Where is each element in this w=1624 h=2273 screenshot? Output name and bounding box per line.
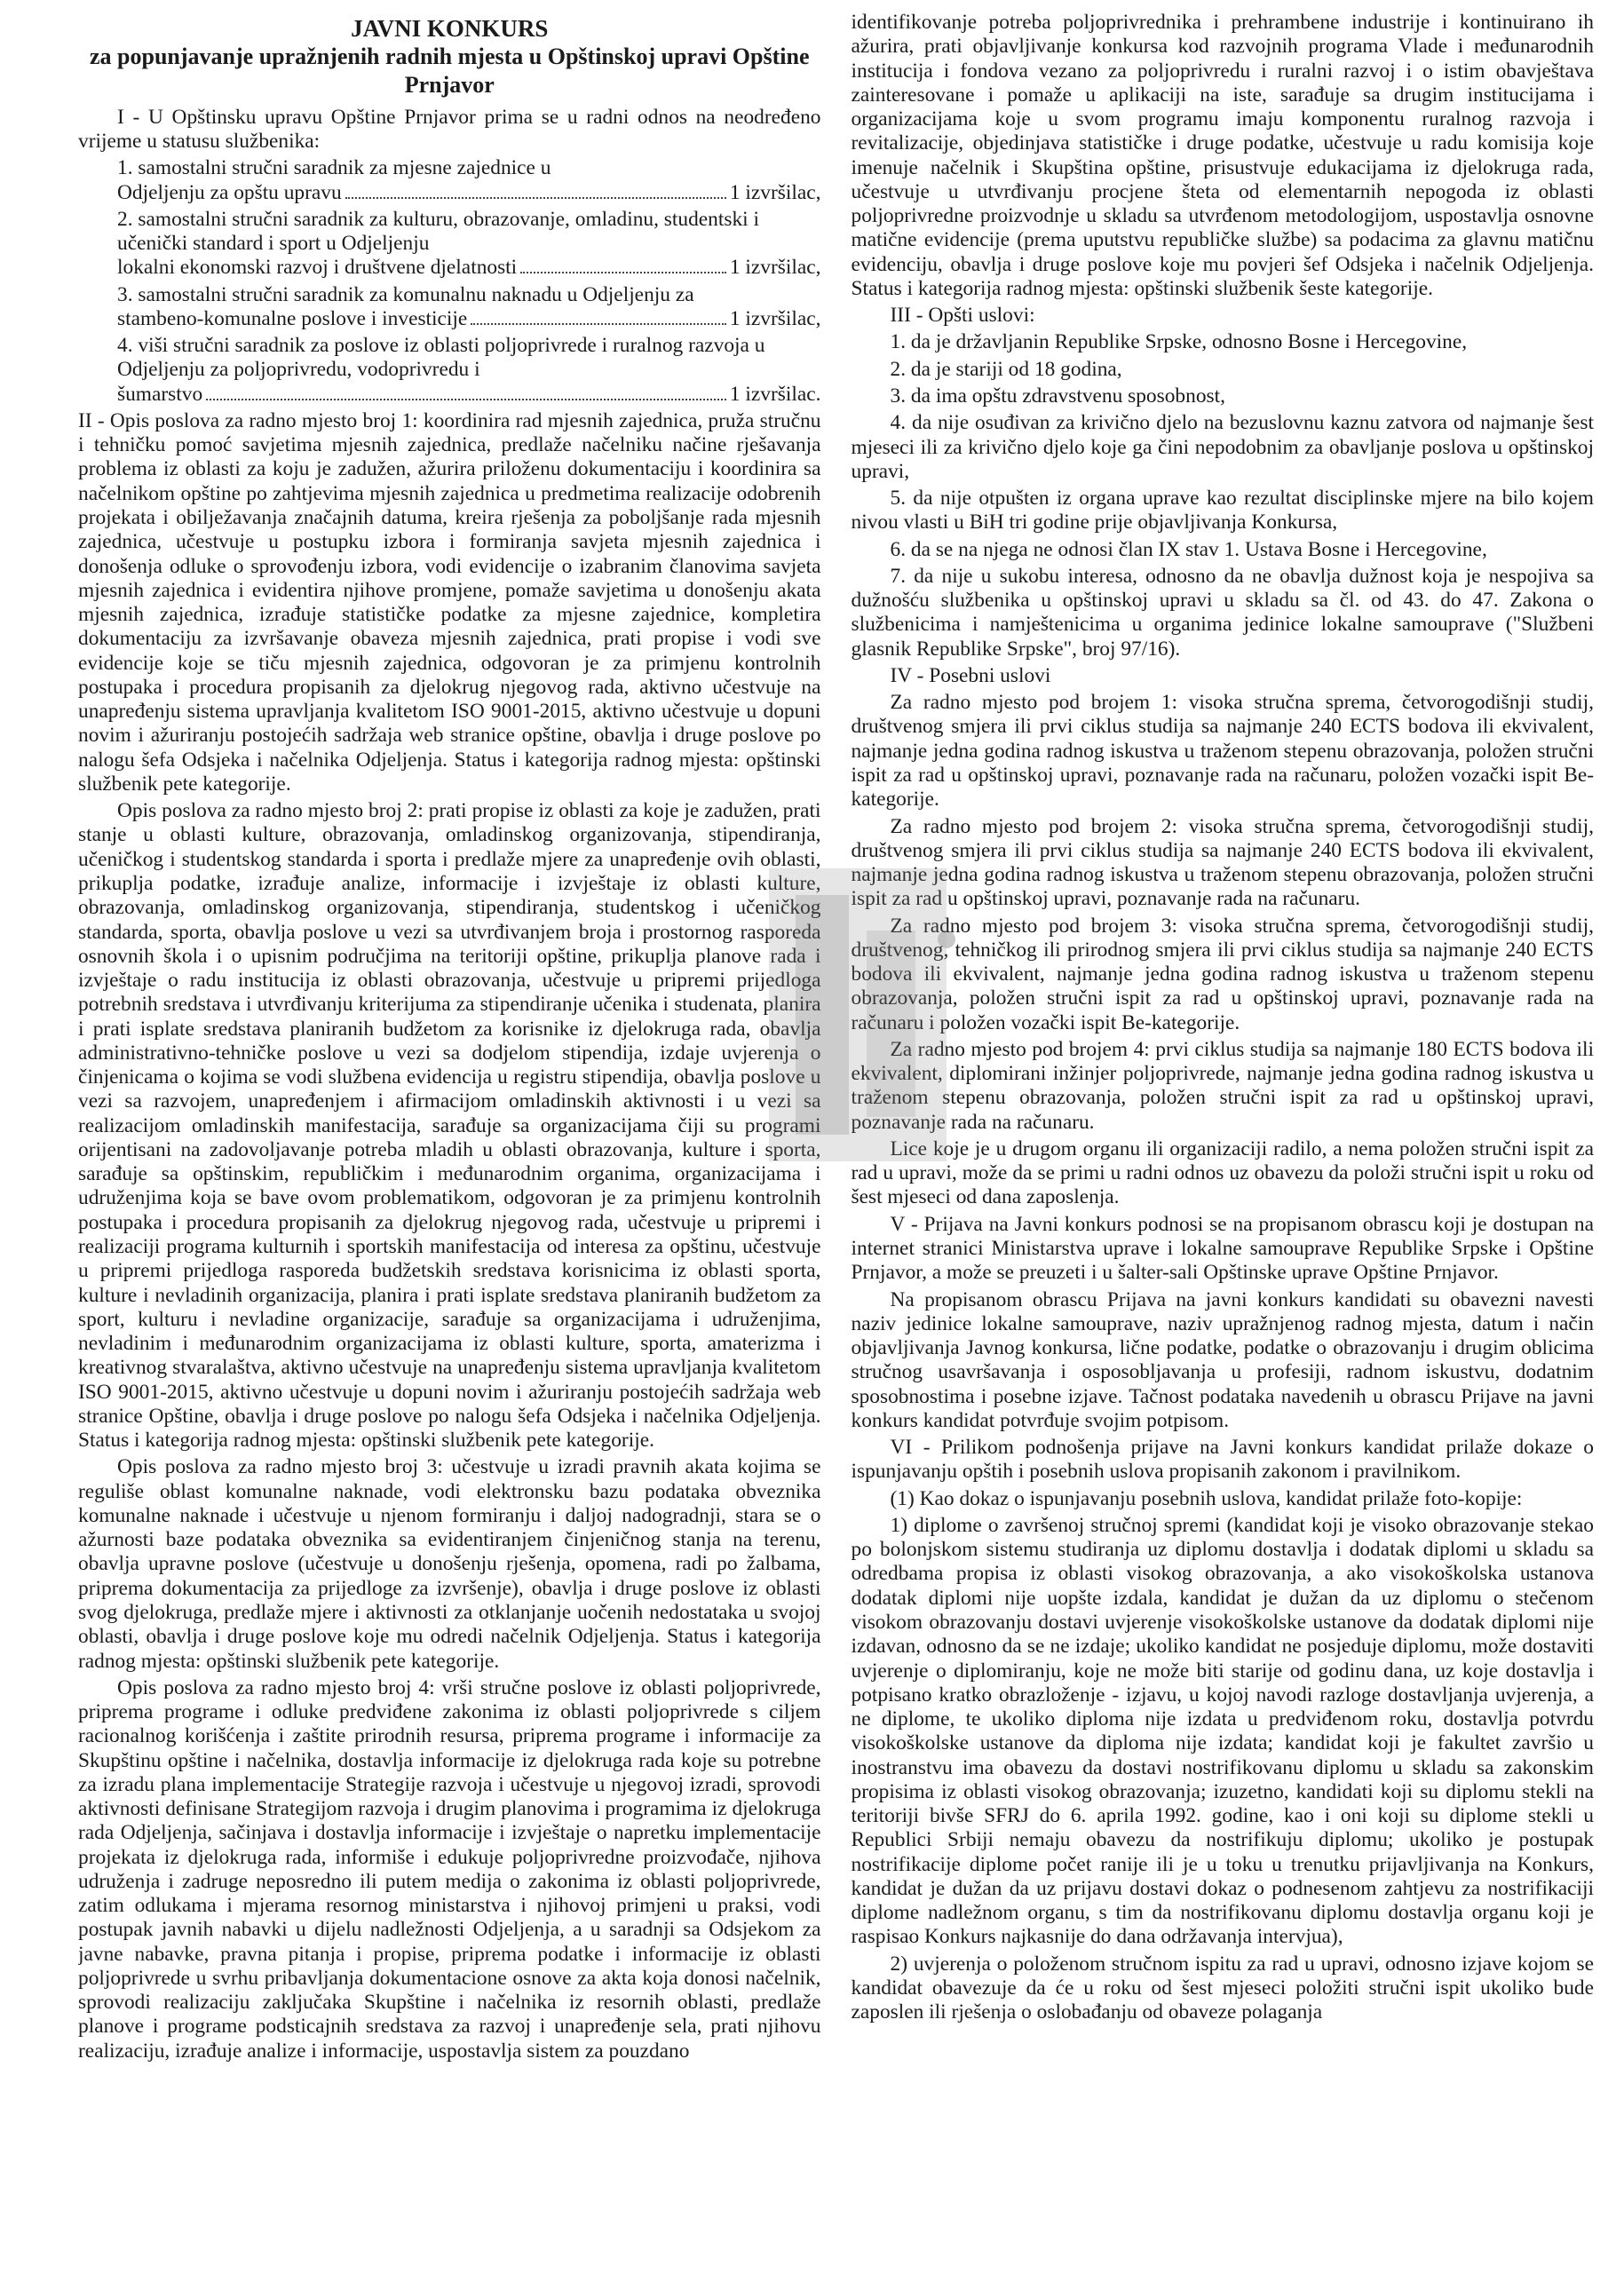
general-condition-item: 2. da je stariji od 18 godina, (890, 357, 1122, 381)
general-condition-item: 6. da se na njega ne odnosi član IX stav 1. Ustava Bosne i Hercegovine, (890, 537, 1487, 561)
documents-list-intro: (1) Kao dokaz o ispunjavanju posebnih uslova, kandidat prilaže foto-kopije: (890, 1486, 1523, 1510)
position-item (117, 208, 821, 281)
job-description-4: Opis poslova za radno mjesto broj 4: vrši stručne poslove iz oblasti poljoprivrede, priprema programe i odluke predviđene zakonima iz oblasti poljoprivrede s ciljem racionalnog korišćenja i zaštite prirodnih resursa, priprema programe i informacije za Skupštinu opštine i načelnika, dostavlja informacije iz djelokruga rada koje su potrebne za izradu plana implementacije Strategije razvoja i učestvuje u njegovoj izradi, sprovodi aktivnosti definisane Strategijom razvoja i drugim planovima i programima iz djelokruga rada Odjeljenja, sačinjava i dostavlja informacije i izvještaje o napretku implementacije projekata iz djelokruga rada, informiše i edukuje poljoprivredne proizvođače, njihova udruženja i zadruge neposredno ili putem medija o zakonima iz oblasti poljoprivrede, zatim odlukama i mjerama resornog ministarstva i njihovoj primjeni u praksi, vodi postupak javnih nabavki u dijelu nadležnosti Odjeljenja, a u saradnji sa Odsjekom za javne nabavke, pravna pitanja i propise, priprema podatke i informacije iz oblasti poljoprivrede u svrhu pribavljanja dokumentacione osnove za akta koja donosi načelnik, sprovodi realizaciju zaključaka Skupštine i načelnika iz resornih oblasti, predlaže planove i programe podsticajnih sredstava za razvoj i unapređenje sela, prati njihovu realizaciju, izrađuje analize i informacije, uspostavlja sistem za pouzdano (78, 1675, 821, 2063)
general-conditions-heading: III - Opšti uslovi: (890, 304, 1035, 328)
dot-leader (345, 181, 726, 199)
position-count: 1 izvršilac, (729, 306, 821, 330)
position-text: 4. viši stručni saradnik za poslove iz oblasti poljoprivrede i ruralnog razvoja u Odjeljenju za poljoprivredu, vodoprivredu i (117, 334, 765, 382)
position-count: 1 izvršilac. (729, 382, 821, 406)
position-count: 1 izvršilac, (729, 180, 821, 204)
notice-subtitle: za popunjavanje upražnjenih radnih mjesta u Opštinskoj upravi Opštine Prnjavor (90, 44, 810, 98)
job-description-4-continued: identifikovanje potreba poljoprivrednika i prehrambene industrije i kontinuirano ih ažurira, prati objavljivanje konkursa kod razvojnih programa Vlade i međunarodnih institucija i fondova vezano za poljoprivredu i ruralni razvoj i o istim obavještava zainteresovane i pomaže u aplikaciji na iste, sarađuje sa drugim institucijama i organizacijama koje u svom programu imaju komponentu ruralnog razvoja i revitalizacije, objedinjava statističke i druge podatke, učestvuje u radu komisija koje imenuje načelnik i Skupština opštine, prisustvuje edukacijama iz djelokruga rada, učestvuje u utvrđivanju procjene šteta od elementarnih nepogoda iz oblasti poljoprivredne proizvodnje u skladu sa utvrđenom metodologijom, uspostavlja osnovne matične evidencije (prema uputstvu republičke službe) sa podacima za glavnu matičnu evidenciju, obavlja i druge poslove koje mu povjeri šef Odsjeka i načelnik Odjeljenja. Status i kategorija radnog mjesta: opštinski službenik šeste kategorije. (851, 11, 1594, 300)
general-condition-item: 5. da nije otpušten iz organa uprave kao rezultat disciplinske mjere na bilo kojem nivou vlasti u BiH tri godine prije objavljivanja Konkursa, (851, 487, 1594, 535)
position-text: 1. samostalni stručni saradnik za mjesne zajednice u (117, 156, 551, 180)
left-column (78, 11, 821, 2273)
position-text-end: lokalni ekonomski razvoj i društvene djelatnosti (117, 256, 518, 280)
position-item (117, 334, 821, 407)
right-column (852, 11, 1595, 2273)
section-1-intro: I - U Opštinsku upravu Opštine Prnjavor prima se u radni odnos na neodređeno vrijeme u statusu službenika: (78, 105, 821, 154)
special-condition-item: Za radno mjesto pod brojem 4: prvi ciklus studija sa najmanje 180 ECTS bodova ili ekvivalent, diplomirani inžinjer poljoprivrede, najmanje jedna godina radnog iskustva u traženom stepenu obrazovanja, položen stručni ispit za rad u opštinskoj upravi, poznavanje rada na računaru. (851, 1037, 1594, 1134)
position-count: 1 izvršilac, (729, 256, 821, 280)
special-condition-item: Za radno mjesto pod brojem 3: visoka stručna sprema, četvorogodišnji studij, društvenog, tehničkog ili prirodnog smjera ili prvi ciklus studija sa najmanje 240 ECTS bodova ili ekvivalent, najmanje jedna godina radnog iskustva u traženom stepenu obrazovanja, položen stručni ispit za rad u opštinskoj upravi, poznavanje rada na računaru i položen vozački ispit Be-kategorije. (851, 914, 1594, 1034)
position-item (117, 283, 821, 332)
general-condition-item: 4. da nije osuđivan za krivično djelo na bezuslovnu kaznu zatvora od najmanje šest mjeseci ili za krivično djelo koje ga čini nepodobnim za obavljanje poslova u opštinskoj upravi, (851, 411, 1594, 483)
notice-title: JAVNI KONKURS (351, 15, 549, 42)
documents-item-exam: 2) uvjerenja o položenom stručnom ispitu za rad u upravi, odnosno izjave kojom se kandidat obavezuje da će u roku od šest mjeseci položiti stručni ispit ukoliko bude zaposlen ili rješenja o oslobađanju od obaveze polaganja (851, 1952, 1594, 2024)
special-conditions-heading: IV - Posebni uslovi (890, 663, 1051, 687)
special-condition-item: Lice koje je u drugom organu ili organizaciji radilo, a nema položen stručni ispit za rad u upravi, može da se primi u radni odnos uz obavezu da položi stručni ispit u roku od šest mjeseci od dana zaposlenja. (851, 1136, 1594, 1209)
position-text-end: stambeno-komunalne poslove i investicije (117, 306, 468, 330)
position-text: 2. samostalni stručni saradnik za kulturu, obrazovanje, omladinu, studentski i učenički standard i sport u Odjeljenju (117, 207, 760, 256)
special-condition-item: Za radno mjesto pod brojem 2: visoka stručna sprema, četvorogodišnji studij, društvenog smjera ili prvi ciklus studija sa najmanje 240 ECTS bodova ili ekvivalent, najmanje jedna godina radnog iskustva u traženom stepenu obrazovanja, položen stručni ispit za rad u opštinskoj upravi, poznavanje rada na računaru. (851, 814, 1594, 911)
job-description-2: Opis poslova za radno mjesto broj 2: prati propise iz oblasti za koje je zadužen, prati stanje u oblasti kulture, obrazovanja, omladinskog organizovanja, stipendiranja, učeničkog i studentskog standarda i sporta i predlaže mjere za unapređenje ovih oblasti, prikuplja podatke, izrađuje analize, informacije i izvještaje iz oblasti kulture, obrazovanja, omladinskog organizovanja, stipendiranja, studentskog i učeničkog standarda, sporta, obavlja poslove u vezi sa utvrđivanjem broja i prostornog rasporeda osnovnih škola i o upisnim područjima na teritoriji opštine, prikuplja planove rada i izvještaje o radu institucija iz oblasti obrazovanja, učestvuje u pripremi prijedloga potrebnih sredstava i utvrđivanju kriterijuma za stipendiranje učenika i studenata, planira i prati isplate sredstava planiranih budžetom za korisnike iz djelokruga rada, obavlja administrativno-tehničke poslove u vezi sa dodjelom stipendija, izdaje uvjerenja o činjenicama o kojima se vodi službena evidencija u registru stipendija, obavlja poslove u vezi sa razvojem, unapređenjem i afirmacijom omladinskih aktivnosti i u vezi sa realizacijom omladinskih manifestacija, sarađuje sa organizacijama čiji su programi orijentisani na zadovoljavanje potreba mladih u oblasti obrazovanja, kulture i sporta, sarađuje sa opštinskim, republičkim i međunarodnim organima, organizacijama i udruženjima koja se bave ovom problematikom, odgovoran je za primjenu kontrolnih postupaka i procedura propisanih za djelokrug njegovog rada, učestvuje u pripremi i realizaciji programa kulturnih i sportskih manifestacija od interesa za opštinu, učestvuje u pripremi prijedloga rasporeda budžetskih sredstava korisnicima iz oblasti sporta, kulture i nevladinih organizacija, planira i prati isplate sredstava planiranih budžetom za sport, kulturu i nevladine organizacije, sarađuje sa organizacijama i udruženjima, nevladinim i međunarodnim organizacijama iz oblasti kulture, sporta, amaterizma i kreativnog stvaralaštva, aktivno učestvuje na unapređenju sistema upravljanja kvalitetom ISO 9001-2015, aktivno učestvuje u dopuni novim i ažuriranju postojećih sadržaja web stranice Opštine, obavlja i druge poslove po nalogu šefa Odsjeka i načelnika Odjeljenja. Status i kategorija radnog mjesta: opštinski službenik pete kategorije. (78, 799, 821, 1453)
documents-item-diploma: 1) diplome o završenoj stručnoj spremi (kandidat koji je visoko obrazovanje stekao po bolonjskom sistemu studiranja uz diplomu dostavlja i dodatak diplomi u skladu sa odredbama propisa iz oblasti visokog obrazovanja, a ako visokoškolska ustanova dodatak diplomi nije uopšte izdala, kandidat je dužan da uz diplomu o stečenom visokom obrazovanju dostavi uvjerenje visokoškolske ustanove da dodatak diplomi nije izdavan, odnosno da se ne izdaje; ukoliko kandidat ne posjeduje diplomu, može dostaviti uvjerenje o diplomiranju, koje ne može biti starije od godinu dana, uz koje dostavlja i potpisano kratko obrazloženje - izjavu, u kojoj navodi razloge dostavljanja uvjerenja, a ne diplome, te ukoliko diploma nije izdata u predviđenom roku, dostavlja potvrdu visokoškolske ustanove da diploma nije izdata; kandidat koji je fakultet završio u inostranstvu ima obavezu da dostavi nostrifikovanu diplomu u skladu sa zakonskim propisima iz oblasti visokog obrazovanja; izuzetno, kandidati koji su diplomu stekli na teritoriji bivše SFRJ do 6. aprila 1992. godine, kao i oni koji su diplome stekli u Republici Srbiji nemaju obavezu da nostrifikuju diplomu; ukoliko je postupak nostrifikacije diplome počet ranije ili je u toku u trenutku prijavljivanja na Konkurs, kandidat je dužan da uz prijavu dostavi dokaz o podnesenom zahtjevu za nostrifikaciji diplome nadležnom organu, s tim da nostrifikovanu diplomu dostavlja organu koji je raspisao Konkurs najkasnije do dana održavanja intervjua), (851, 1513, 1594, 1949)
dot-leader (520, 257, 726, 274)
dot-leader (206, 383, 726, 400)
application-form-paragraph: Na propisanom obrascu Prijava na javni konkurs kandidati su obavezni navesti naziv jedinice lokalne samouprave, naziv upražnjenog radnog mjesta, datum i način objavljivanja Javnog konkursa, lične podatke, podatke o obrazovanju i drugim oblicima stručnog usavršavanja i osposobljavanja u profesiji, radnom iskustvu, dodatnim sposobnostima i posebne izjave. Tačnost podataka navedenih u obrascu Prijave na javni konkurs kandidat potvrđuje svojim potpisom. (851, 1287, 1594, 1432)
position-text: 3. samostalni stručni saradnik za komunalnu naknadu u Odjeljenju za (117, 282, 694, 306)
position-item (117, 156, 821, 205)
application-paragraph: V - Prijava na Javni konkurs podnosi se na propisanom obrascu koji je dostupan na internet stranici Ministarstva uprave i lokalne samouprave Republike Srpske i Opštine Prnjavor, a može se preuzeti i u šalter-sali Opštinske uprave Opštine Prnjavor. (851, 1212, 1594, 1285)
two-column-layout (78, 11, 1594, 2273)
general-condition-item: 3. da ima opštu zdravstvenu sposobnost, (890, 384, 1225, 408)
job-description-1: II - Opis poslova za radno mjesto broj 1: koordinira rad mjesnih zajednica, pruža stručnu i tehničku pomoć savjetima mjesnih zajednica, predlaže načelniku načine rješavanja problema iz oblasti za koju je zadužen, ažurira priloženu dokumentaciju i koordinira sa načelnikom opštine po zahtjevima mjesnih zajednica u predmetima realizacije odobrenih projekata i obilježavanja značajnih datuma, kreira rješenja za poboljšanje rada mjesnih zajednica, učestvuje u postupku izbora i formiranja savjeta mjesnih zajednica i donošenja odluke o sprovođenju izbora, vodi evidencije o izabranim članovima savjeta mjesnih zajednica i evidentira njihove promjene, pomaže savjetima u donošenju akata mjesnih zajednica, izrađuje statističke podatke za mjesne zajednice, kompletira dokumentaciju za izvršavanje obaveza mjesnih zajednica, prati propise i vodi sve evidencije koje se tiču mjesnih zajednica, odgovoran je za primjenu kontrolnih postupaka i procedura propisanih za djelokrug njegovog rada, aktivno učestvuje na unapređenju sistema upravljanja kvalitetom ISO 9001-2015, aktivno učestvuje u dopuni novim i ažuriranju postojećih sadržaja web stranice opštine, obavlja i druge poslove po nalogu šefa Odsjeka i načelnika Odjeljenja. Status i kategorija radnog mjesta: opštinski službenik pete kategorije. (78, 408, 821, 796)
general-condition-item: 7. da nije u sukobu interesa, odnosno da ne obavlja dužnost koja je nespojiva sa dužnošću službenika u opštinskoj upravi u skladu sa čl. od 43. do 47. Zakona o službenicima i namještenicima u organima jedinice lokalne samouprave ("Službeni glasnik Republike Srpske", broj 97/16). (851, 564, 1594, 661)
general-condition-item: 1. da je državljanin Republike Srpske, odnosno Bosne i Hercegovine, (890, 330, 1468, 354)
special-condition-item: Za radno mjesto pod brojem 1: visoka stručna sprema, četvorogodišnji studij, društvenog smjera ili prvi ciklus studija sa najmanje 240 ECTS bodova ili ekvivalent, najmanje jedna godina radnog iskustva u traženom stepenu obrazovanja, položen stručni ispit za rad u opštinskoj upravi, poznavanje rada na računaru, položen vozački ispit Be-kategorije. (851, 691, 1594, 812)
dot-leader (471, 307, 726, 325)
position-text-end: šumarstvo (117, 382, 203, 406)
documents-paragraph: VI - Prilikom podnošenja prijave na Javni konkurs kandidat prilaže dokaze o ispunjavanju opštih i posebnih uslova propisanih zakonom i pravilnikom. (851, 1436, 1594, 1484)
position-text-end: Odjeljenju za opštu upravu (117, 180, 342, 204)
job-description-3: Opis poslova za radno mjesto broj 3: učestvuje u izradi pravnih akata kojima se reguliše oblast komunalne naknade, vodi elektronsku bazu podataka obveznika komunalne naknade i učestvuje u njenom formiranju i daljoj nadogradnji, stara se o ažurnosti baze podataka obveznika sa evidentiranjem činjeničnog stanja na terenu, obavlja upravne poslove (učestvuje u donošenju rješenja, opomena, radi po žalbama, priprema dokumentacija za prijedloge za izvršenje), obavlja i druge poslove iz oblasti svog djelokruga, predlaže mjere i aktivnosti za otklanjanje uočenih nedostataka u svojoj oblasti, obavlja i druge poslove koje mu odredi načelnik Odjeljenja. Status i kategorija radnog mjesta: opštinski službenik pete kategorije. (78, 1455, 821, 1673)
